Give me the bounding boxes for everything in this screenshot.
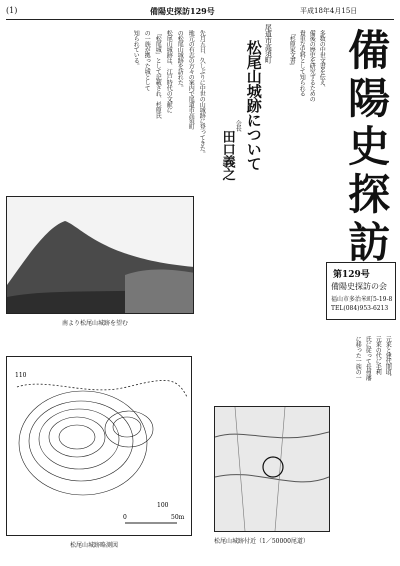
body-col: の一族が拠った城として [143,30,151,91]
scale-end: 50m [171,514,185,521]
publisher-address: 福山市多治米町5-19-8 [331,296,393,303]
survey-map [6,356,192,536]
contour-map [7,357,191,535]
photo-caption: 南より松尾山城跡を望む [62,320,129,327]
mountain-photo [7,197,194,314]
location-map [214,406,330,532]
body-col: 知られている。 [132,30,140,69]
masthead-title: 備陽史探訪 [342,28,392,268]
header-date: 平成18年4月15日 [300,7,358,15]
article-kicker: 尾道市高須町 [264,24,273,63]
publisher-tel: TEL(084)953-6213 [331,305,389,312]
header-issue: 備陽史探訪129号 [150,6,215,16]
author-name: 田口義之 [219,130,235,180]
lower-col: に移った一族の一 [354,336,362,380]
issue-label: 第129号 [333,270,370,280]
lower-col: 元来の代に毛利 [374,336,382,375]
contour-label-110: 110 [15,372,27,379]
location-caption: 松尾山城跡付近（1／50000尾道） [214,538,309,545]
body-col: 松尾山城跡は、江戸時代の文献に [165,30,173,113]
publisher-name: 備陽史探訪の会 [331,282,387,291]
topo-map [215,407,329,531]
body-col: 地元の有志の方々の案内で尾道市高須町 [187,30,195,129]
intro-col: 「杉原家文書」 [288,30,296,69]
scale-zero: 0 [123,514,127,521]
author-role: 会長 [234,120,242,131]
article-title: 松尾山城跡について [244,40,263,171]
body-col: 先月五日、久しぶりに中世の山城跡に登ってきた。 [198,30,206,157]
header-rule [6,19,394,20]
lower-col: 氏に従って長州藩 [364,336,372,380]
contour-label-100: 100 [157,502,169,509]
photo-frame [6,196,194,314]
survey-caption: 松尾山城跡略測図 [70,542,119,549]
masthead-info [326,262,396,320]
header-page-number: (1) [6,6,18,15]
lower-col: 元来と建代期頃、 [384,336,392,380]
intro-col: 多数の中世文書を伝え、 [318,30,326,91]
body-col: の松尾山城跡を訪れた。 [176,30,184,91]
body-col: 「松尾城」として記載され、杉原氏 [154,30,162,118]
intro-col: 備後の歴史を研究するための [308,30,316,102]
intro-col: 貴重な史料として知られる [298,30,306,96]
